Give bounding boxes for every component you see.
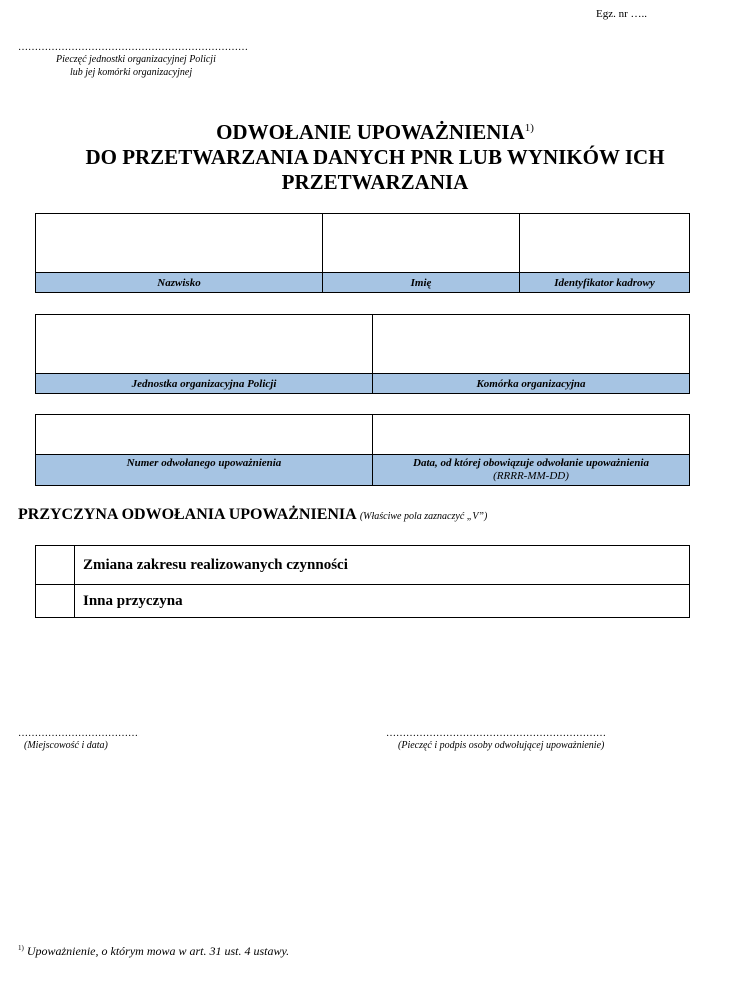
title-footnote-mark: 1)	[524, 122, 534, 134]
footnote-mark: 1)	[18, 944, 24, 952]
copy-number: Egz. nr …..	[596, 8, 648, 20]
title-line1: ODWOŁANIE UPOWAŻNIENIA$^{1)}$	[216, 120, 534, 144]
reason-option-scope-change: Zmiana zakresu realizowanych czynności	[75, 546, 690, 585]
org-cell-label: Komórka organizacyjna	[373, 374, 690, 394]
reason-checkbox-scope-change[interactable]	[36, 546, 75, 585]
stamp-caption-line1: Pieczęć jednostki organizacyjnej Policji	[56, 54, 216, 65]
title-line3: PRZETWARZANIA	[281, 170, 469, 194]
title-line2: DO PRZETWARZANIA DANYCH PNR LUB WYNIKÓW ICH	[85, 145, 665, 169]
police-unit-label: Jednostka organizacyjna Policji	[36, 374, 373, 394]
first-name-label: Imię	[323, 273, 520, 293]
first-name-field[interactable]	[323, 214, 520, 273]
reason-hint: (Właściwe pola zaznaczyć „V”)	[359, 511, 488, 522]
place-date-dotted-line: ………………………………	[18, 728, 138, 739]
date-format-hint: (RRRR-MM-DD)	[493, 470, 569, 482]
revocation-date-label: Data, od której obowiązuje odwołanie upoważnienia (RRRR-MM-DD)	[373, 455, 690, 486]
footnote	[18, 944, 289, 959]
org-cell-field[interactable]	[373, 315, 690, 374]
authorization-table	[35, 414, 690, 486]
footnote-text: Upoważnienie, o którym mowa w art. 31 ust. 4 ustawy.	[26, 944, 290, 958]
reason-option-other: Inna przyczyna	[75, 585, 690, 618]
signature-dotted-line: …………………………………………………………	[386, 728, 606, 739]
surname-field[interactable]	[36, 214, 323, 273]
stamp-caption-line2: lub jej komórki organizacyjnej	[70, 67, 193, 78]
auth-number-label: Numer odwołanego upoważnienia	[36, 455, 373, 486]
surname-label: Nazwisko	[36, 273, 323, 293]
place-date-label: (Miejscowość i data)	[24, 740, 108, 751]
stamp-dotted-line: ……………………………………………………………	[18, 42, 248, 53]
reason-checkbox-other[interactable]	[36, 585, 75, 618]
revocation-date-field[interactable]	[373, 415, 690, 455]
document-title	[0, 116, 750, 195]
reason-heading: PRZYCZYNA ODWOŁANIA UPOWAŻNIENIA (Właściwe pola zaznaczyć „V”)	[18, 506, 488, 523]
unit-table	[35, 314, 690, 394]
auth-number-field[interactable]	[36, 415, 373, 455]
police-unit-field[interactable]	[36, 315, 373, 374]
person-table	[35, 213, 690, 293]
staff-id-label: Identyfikator kadrowy	[520, 273, 690, 293]
reason-table	[35, 545, 690, 618]
signature-label: (Pieczęć i podpis osoby odwołującej upoważnienie)	[398, 740, 605, 751]
staff-id-field[interactable]	[520, 214, 690, 273]
